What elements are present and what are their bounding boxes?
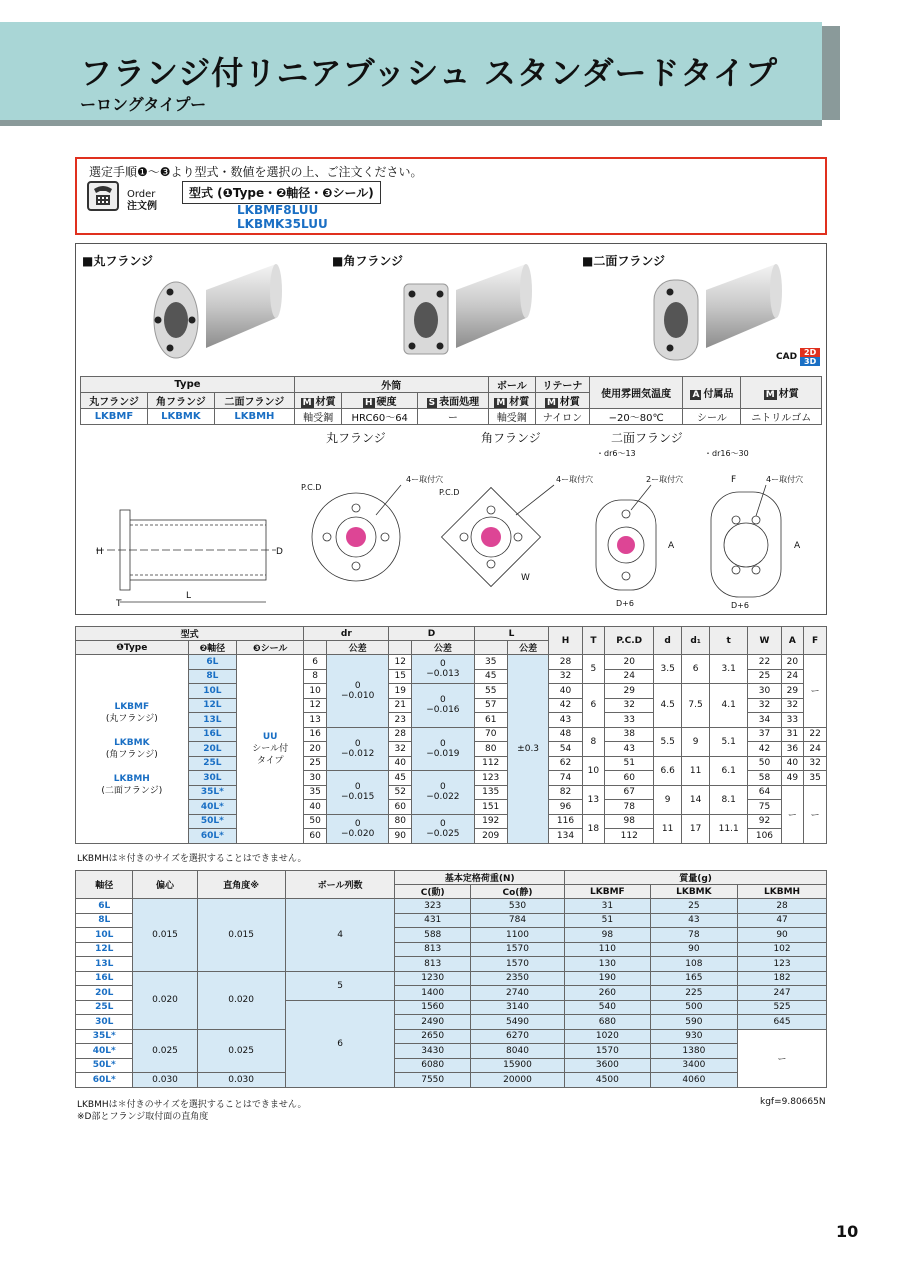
round-flange-drawing [301,474,443,581]
type-cell: LKBMF (丸フランジ) LKBMK (角フランジ) LKBMH (二面フランジ) [76,655,189,844]
table-row: 35L* 35 52 135 82 13 67 9 14 8.1 64 ー ー [76,785,827,800]
svg-text:2ー取付穴: 2ー取付穴 [646,475,684,484]
order-box [75,157,827,235]
svg-text:A: A [794,541,801,551]
square-flange-drawing [439,474,593,586]
round-flange-image [154,264,282,358]
table-row: 8L 8 15 45 32 24 25 24 [76,669,827,684]
dimension-table: 型式 dr D L H T P.C.D d d₁ t W A F ❶Type ❷軸径 ❸シール 公差 公差 公差 LKBMF (丸フランジ) LKBMK (角フランジ) LKBMH (二面フランジ) 6L UU シール付 タイプ 6 0 −0.010 12 0 −0.013 35 ±0.3 28 5 20 3.5 6 3.1 22 20 ー 8L 8 15 45 32 24 25 24 10L 10 19 0 −0.016 55 40 6 29 4.5 7.5 4.1 30 29 12L 12 21 57 42 32 32 32 13L 13 23 61 43 33 34 33 16L 16 0 −0.012 28 0 −0.019 70 48 8 38 5.5 9 5.1 37 31 22 20L 20 32 80 54 43 42 36 24 25L 25 40 112 62 10 51 6.6 11 6.1 50 40 32 30L 30 0 −0.015 45 0 −0.022 123 74 60 58 49 35 35L* 35 52 135 82 13 67 9 14 8.1 64 ー ー 40L* 40 60 151 96 78 75 50L* 50 0 −0.020 80 0 −0.025 192 116 18 98 11 17 11.1 92 60L* 60 90 209 134 112 106 [75,626,827,844]
order-type-format: 型式 (❶Type・❷軸径・❸シール) [182,181,381,204]
svg-text:D: D [276,547,283,557]
svg-text:D+6: D+6 [731,601,749,610]
header-bar [0,120,822,126]
svg-text:・dr6〜13: ・dr6〜13 [596,449,636,458]
table-row: 10L 10 19 0 −0.016 55 40 6 29 4.5 7.5 4.1 30 29 [76,684,827,699]
phone-icon [87,181,119,211]
kgf-note: kgf=9.80665N [760,1097,826,1107]
table-row: 25L 25 40 112 62 10 51 6.6 11 6.1 50 40 32 [76,756,827,771]
side-view [96,510,283,609]
table-row: 30L 30 0 −0.015 45 0 −0.022 123 74 60 58 49 35 [76,771,827,786]
svg-text:T: T [116,599,122,609]
table-row: 6L 0.015 0.015 4 323 530 31 25 28 [76,899,827,914]
square-flange-image [404,264,532,354]
seal-cell: UU シール付 タイプ [237,655,304,844]
svg-text:P.C.D: P.C.D [439,488,460,497]
table-row: 13L 13 23 61 43 33 34 33 [76,713,827,728]
drawing-title-square: 角フランジ [481,431,541,445]
page-subtitle: ーロングタイプー [80,95,207,114]
table-row: 10L 588 1100 98 78 90 [76,928,827,943]
label-round-flange: ■丸フランジ [82,254,154,268]
svg-text:F: F [731,475,737,485]
page-title: フランジ付リニアブッシュ スタンダードタイプ [80,54,778,92]
svg-text:4ー取付穴: 4ー取付穴 [406,475,444,484]
two-side-flange-large-drawing [711,474,803,610]
dim-table-note: LKBMHは＊付きのサイズを選択することはできません。 [77,854,307,864]
order-examples: LKBMF8LUU LKBMK35LUU [237,203,328,231]
order-label: Order 注文例 [127,189,157,212]
two-side-flange-image [654,264,782,360]
svg-text:W: W [521,573,530,583]
table-row: 20L 20 32 80 54 43 42 36 24 [76,742,827,757]
drawing-title-round: 丸フランジ [326,431,386,445]
drawing-title-two-side: 二面フランジ [611,431,683,445]
load-note-2: ※D部とフランジ取付面の直角度 [77,1112,209,1122]
spec-table: Type 外筒 ボール リテーナ 使用雰囲気温度 A 付属品 M 材質 丸フランジ 角フランジ 二面フランジ M 材質 H 硬度 S 表面処理 M 材質 M 材質 LKBMF LKBMK LKBMH 軸受鋼 HRC60〜64 ー 軸受鋼 ナイロン −20〜80℃ シール ニトリルゴム [80,376,822,425]
product-images [146,258,826,368]
table-row: 60L* 60 90 209 134 112 106 [76,829,827,844]
table-row: 16L 16 0 −0.012 28 0 −0.019 70 48 8 38 5.5 9 5.1 37 31 22 [76,727,827,742]
svg-text:4ー取付穴: 4ー取付穴 [766,475,804,484]
table-row: 35L* 0.025 0.025 2650 6270 1020 930 ー [76,1029,827,1044]
table-row: 25L 6 1560 3140 540 500 525 [76,1000,827,1015]
svg-text:D+6: D+6 [616,599,634,608]
table-row: 13L 813 1570 130 108 123 [76,957,827,972]
two-side-flange-small-drawing [596,474,683,608]
table-row: 50L* 6080 15900 3600 3400 [76,1058,827,1073]
table-row: LKBMF (丸フランジ) LKBMK (角フランジ) LKBMH (二面フランジ) 6L UU シール付 タイプ 6 0 −0.010 12 0 −0.013 35 ±0.3 28 5 20 3.5 6 3.1 22 20 ー [76,655,827,670]
table-row: 40L* 3430 8040 1570 1380 [76,1044,827,1059]
table-row: 40L* 40 60 151 96 78 75 [76,800,827,815]
product-box [75,243,827,615]
label-two-side-flange: ■二面フランジ [582,254,666,268]
table-row: 50L* 50 0 −0.020 80 0 −0.025 192 116 18 98 11 17 11.1 92 [76,814,827,829]
header-shadow [822,26,840,120]
table-row: 30L 2490 5490 680 590 645 [76,1015,827,1030]
table-row: 8L 431 784 51 43 47 [76,913,827,928]
table-row: 12L 813 1570 110 90 102 [76,942,827,957]
order-instruction: 選定手順❶〜❸より型式・数値を選択の上、ご注文ください。 [89,165,423,179]
cad-badge[interactable]: CAD 2D 3D [776,348,826,366]
table-row: 20L 1400 2740 260 225 247 [76,986,827,1001]
svg-text:H: H [96,547,103,557]
svg-text:L: L [186,591,192,601]
svg-text:・dr16〜30: ・dr16〜30 [704,449,749,458]
load-note-1: LKBMHは＊付きのサイズを選択することはできません。 [77,1100,307,1110]
load-table: 軸径 偏心 直角度※ ボール列数 基本定格荷重(N) 質量(g) C(動) Co(静) LKBMF LKBMK LKBMH 6L 0.015 0.015 4 323 530 31 25 28 8L 431 784 51 43 47 10L 588 1100 98 78 90 12L 813 1570 110 90 102 13L 813 1570 130 108 123 16L 0.020 0.020 5 1230 2350 190 165 182 20L 1400 2740 260 225 247 25L 6 1560 3140 540 500 525 30L 2490 5490 680 590 645 35L* 0.025 0.025 2650 6270 1020 930 ー 40L* 3430 8040 1570 1380 50L* 6080 15900 3600 3400 60L* 0.030 0.030 7550 20000 4500 4060 [75,870,827,1088]
technical-drawing [76,430,826,614]
table-row: 16L 0.020 0.020 5 1230 2350 190 165 182 [76,971,827,986]
page-number: 10 [836,1222,859,1241]
svg-text:A: A [668,541,675,551]
svg-text:P.C.D: P.C.D [301,483,322,492]
table-row: 60L* 0.030 0.030 7550 20000 4500 4060 [76,1073,827,1088]
label-square-flange: ■角フランジ [332,254,404,268]
table-row: 12L 12 21 57 42 32 32 32 [76,698,827,713]
svg-text:4ー取付穴: 4ー取付穴 [556,475,594,484]
